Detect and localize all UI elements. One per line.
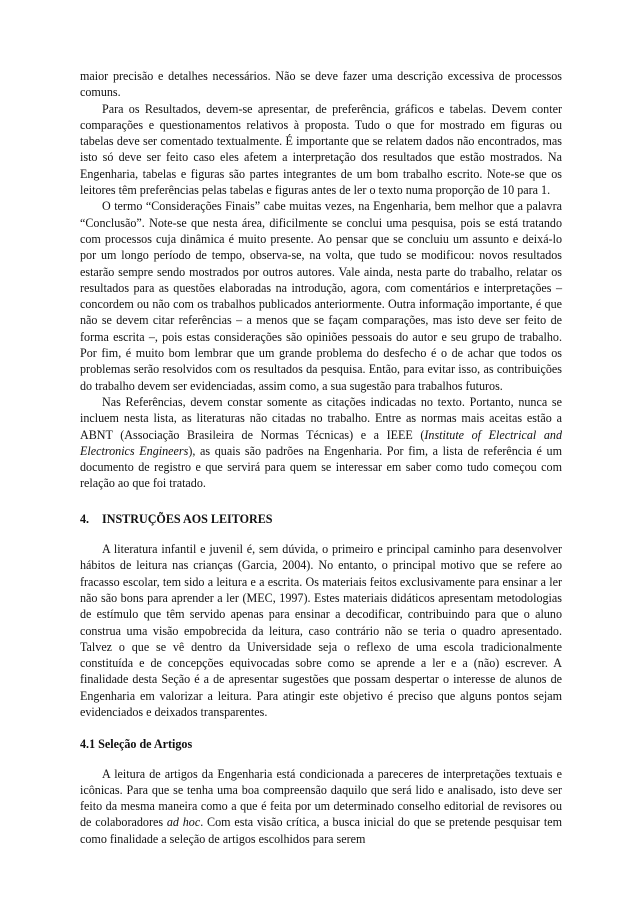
paragraph-references <box>80 394 562 492</box>
references-text-c: ), as quais são padrões na Engenharia. Por fim, a lista de referência é um documento de registro e que servirá para quem se interessar em saber como tudo começou com relação ao que foi tratado. <box>80 443 562 491</box>
paragraph-methods-end: maior precisão e detalhes necessários. Não se deve fazer uma descrição excessiva de processos comuns. <box>80 69 562 100</box>
selection-text-a: A leitura de artigos da Engenharia está condicionada a pareceres de interpretações textuais e icônicas. Para que se tenha uma boa compreensão daquilo que será lido e analisado, isto deve ser feito da mesma maneira como a que é feita por um determinado conselho editorial de revisores ou de colaboradores <box>80 766 562 830</box>
ieee-full-name: Institute of Electrical and Electronics Engineers <box>80 427 562 458</box>
selection-text-c: . Com esta visão crítica, a busca inicial do que se pretende pesquisar tem como finalidade a seleção de artigos escolhidos para serem <box>80 815 562 846</box>
section-number: 4. <box>80 511 90 526</box>
paragraph-final-considerations: O termo “Considerações Finais” cabe muitas vezes, na Engenharia, bem melhor que a palavra “Conclusão”. Note-se que nesta área, dificilmente se conclui uma pesquisa, pois se está tratando com processos cuja dinâmica é muito presente. Ao pensar que se concluiu um assunto e deixá-lo por um longo período de tempo, observa-se, na volta, que tudo se modificou: novos resultados estarão sempre sendo mostrados por outros autores. Vale ainda, nesta parte do trabalho, relatar os resultados para as questões elaboradas na introdução, agora, com comentários e interpretações – concordem ou não com os trabalhos publicados anteriormente. Outra informação importante, é que não se devem citar referências – a menos que se façam comparações, mas isto deve ser feito de forma escrita –, pois estas considerações são opiniões pessoais do autor e seu grupo de trabalho. Por fim, é muito bom lembrar que um grande problema do desfecho é o de achar que todos os problemas serão resolvidos com os resultados da pesquisa. Então, para evitar isso, as contribuições do trabalho devem ser evidenciadas, assim como, a sua sugestão para trabalhos futuros. <box>80 199 562 393</box>
paragraph-reading-instructions: A literatura infantil e juvenil é, sem dúvida, o primeiro e principal caminho para desenvolver hábitos de leitura nas crianças (Garcia, 2004). No entanto, o principal motivo que se refere ao fracasso escolar, tem sido a leitura e a escrita. Os materiais feitos exclusivamente para ensinar a ler não são bons para aprender a ler (MEC, 1997). Estes materiais didáticos apresentam metodologias de estímulo que têm servido apenas para ensinar a decodificar, contribuindo para que o aluno construa uma visão empobrecida da leitura, caso contrário não se teria o quadro apresentado. Talvez o que se vê dentro da Universidade seja o reflexo de uma escola tradicionalmente constituída e de concepções equivocadas sobre como se aprende a ler e a (não) escrever. A finalidade desta Seção é a de apresentar sugestões que possam despertar o interesse de alunos de Engenharia em valorizar a leitura. Para atingir este objetivo é preciso que alguns pontos sejam evidenciados e deixados transparentes. <box>80 542 562 719</box>
paragraph-article-selection <box>80 766 562 847</box>
subsection-heading-4-1: 4.1 Seleção de Artigos <box>80 737 193 752</box>
references-text-a: Nas Referências, devem constar somente as citações indicadas no texto. Portanto, nunca se incluem nesta lista, as literaturas não citadas no trabalho. Entre as normas mais aceitas estão a ABNT (Associação Brasileira de Normas Técnicas) e a IEEE ( <box>80 394 562 442</box>
section-title: INSTRUÇÕES AOS LEITORES <box>102 511 273 526</box>
section-heading-4 <box>80 511 562 527</box>
ad-hoc-term: ad hoc <box>166 815 201 830</box>
paragraph-results: Para os Resultados, devem-se apresentar, de preferência, gráficos e tabelas. Devem conter comparações e questionamentos relativos à proposta. Tudo o que for mostrado em figuras ou tabelas deve ser comentado textualmente. É importante que se relatem dados não encontrados, mas isto só deve ser feito caso eles afetem a interpretação dos resultados que estão mostrados. Na Engenharia, tabelas e figuras são partes integrantes de um bom trabalho escrito. Note-se que os leitores têm preferências pelas tabelas e figuras antes de ler o texto numa proporção de 10 para 1. <box>80 101 562 198</box>
